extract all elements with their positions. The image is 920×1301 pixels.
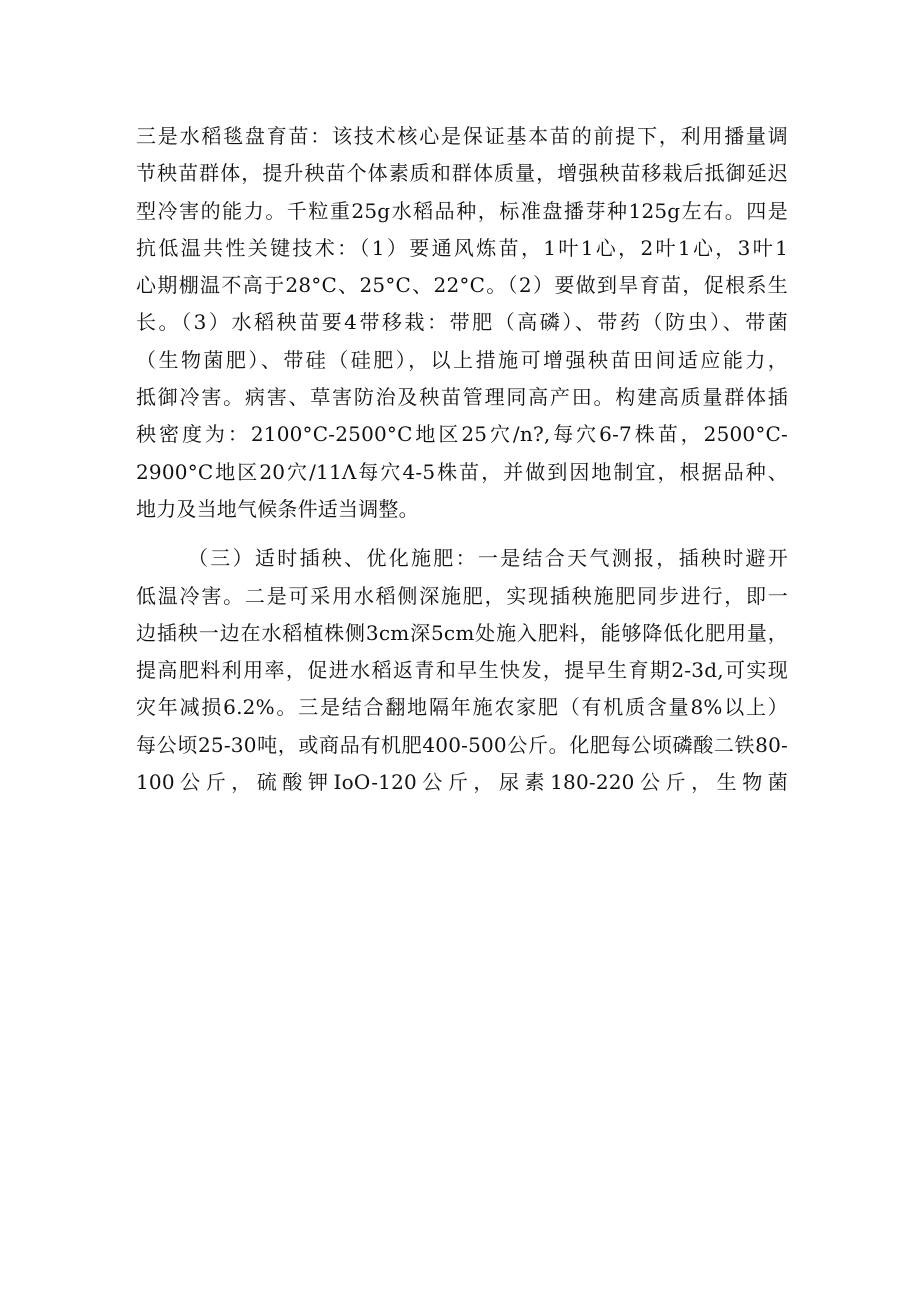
text-line: 灾年减损6.2%。三是结合翻地隔年施农家肥（有机质含量8%以上） (136, 695, 788, 720)
text-line: 节秧苗群体，提升秧苗个体素质和群体质量，增强秧苗移栽后抵御延迟 (136, 161, 788, 186)
text-line: 三是水稻毯盘育苗：该技术核心是保证基本苗的前提下，利用播量调 (136, 124, 788, 148)
text-line: 抗低温共性关键技术：（1）要通风炼苗，1叶1心，2叶1心，3叶1 (136, 235, 788, 260)
text-line: 边插秧一边在水稻植株侧3cm深5cm处施入肥料，能够降低化肥用量， (136, 620, 788, 645)
text-line: 心期棚温不高于28°C、25°C、22°C。（2）要做到旱育苗，促根系生 (136, 273, 788, 298)
text-line: （生物菌肥）、带硅（硅肥），以上措施可增强秧苗田间适应能力， (136, 347, 788, 372)
text-line: 抵御冷害。病害、草害防治及秧苗管理同高产田。构建高质量群体插 (136, 385, 788, 410)
paragraph-transplanting-fertilization (136, 540, 788, 801)
text-line: 100公斤，硫酸钾IoO-120公斤，尿素180-220公斤，生物菌 (136, 770, 788, 795)
paragraph-spacer (136, 528, 788, 540)
text-line: 秧密度为：2100°C-2500°C地区25穴/n?,每穴6-7株苗，2500°C- (136, 422, 788, 447)
text-line: 提高肥料利用率，促进水稻返青和早生快发，提早生育期2-3d,可实现 (136, 658, 788, 683)
text-line: 长。（3）水稻秧苗要4带移栽：带肥（高磷）、带药（防虫）、带菌 (136, 310, 788, 335)
document-body (136, 118, 788, 801)
text-line: 低温冷害。二是可采用水稻侧深施肥，实现插秧施肥同步进行，即一 (136, 583, 788, 608)
paragraph-seedling-techniques (136, 118, 788, 528)
text-line: 地力及当地气候条件适当调整。 (136, 496, 419, 521)
text-line: 每公顷25-30吨，或商品有机肥400-500公斤。化肥每公顷磷酸二铁80- (136, 732, 788, 757)
text-line: （三）适时插秧、优化施肥：一是结合天气测报，插秧时避开 (188, 546, 788, 571)
text-line: 2900°C地区20穴/11Λ每穴4-5株苗，并做到因地制宜，根据品种、 (136, 459, 788, 484)
text-line: 型冷害的能力。千粒重25g水稻品种，标准盘播芽种125g左右。四是 (136, 198, 788, 223)
